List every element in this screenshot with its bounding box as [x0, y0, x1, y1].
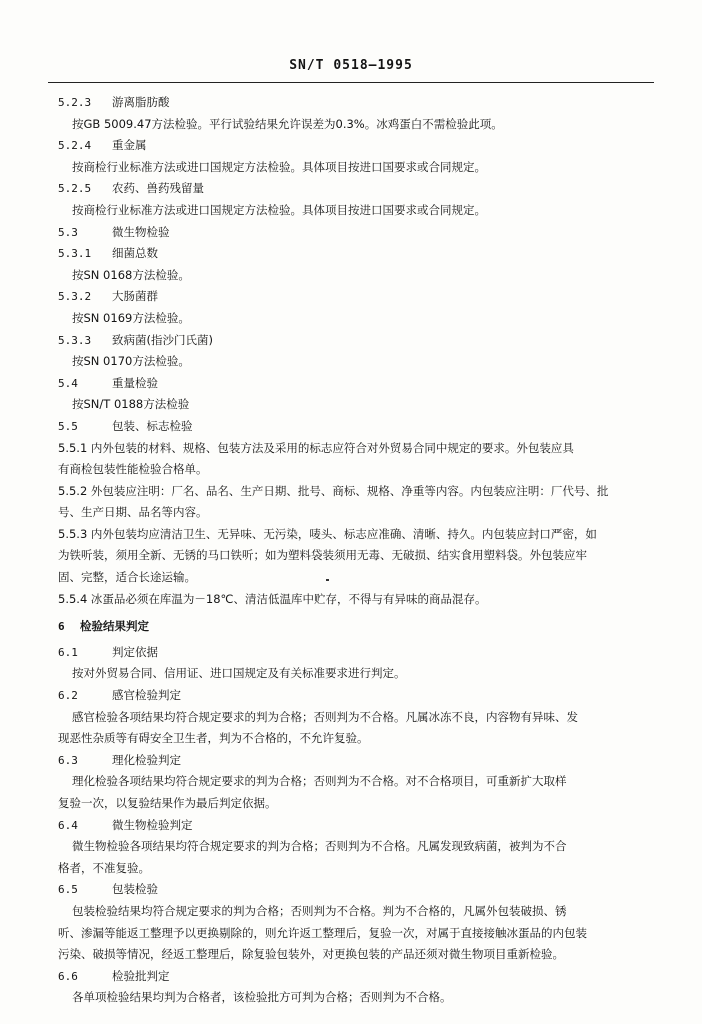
section-heading: [58, 685, 650, 707]
section-number: 5.4: [58, 376, 78, 390]
scan-speck: [326, 579, 329, 581]
section-title: 重金属: [112, 138, 147, 153]
section-number: 5.3: [58, 225, 78, 239]
section-number: 6.4: [58, 818, 78, 832]
section-title: 微生物检验判定: [112, 817, 193, 832]
paragraph-line: 按SN 0168方法检验。: [72, 267, 190, 282]
section-heading: [58, 92, 650, 114]
section-number: 5.3.3: [58, 333, 92, 347]
section-heading: [58, 416, 650, 438]
section-heading: [58, 243, 650, 265]
chapter-heading: [58, 616, 650, 638]
paragraph-line: 微生物检验各项结果均符合规定要求的判为合格；否则判为不合格。凡属发现致病菌，被判为不合: [72, 839, 567, 854]
paragraph-line: 5.5.1 内外包装的材料、规格、包装方法及采用的标志应符合对外贸易合同中规定的要求。外包装应具: [58, 440, 574, 455]
paragraph-line: 按SN 0169方法检验。: [72, 310, 190, 325]
paragraph-line: 按SN/T 0188方法检验: [72, 397, 190, 412]
section-number: 6.3: [58, 753, 78, 767]
document-body: [58, 92, 650, 1009]
paragraph-line: 按对外贸易合同、信用证、进口国规定及有关标准要求进行判定。: [72, 666, 406, 681]
section-heading: [58, 750, 650, 772]
section-number: 5.2.5: [58, 182, 92, 196]
section-title: 检验结果判定: [80, 619, 149, 634]
paragraph-line: 按GB 5009.47方法检验。平行试验结果允许误差为0.3%。冰鸡蛋白不需检验此项。: [72, 116, 503, 131]
paragraph-line: 按SN 0170方法检验。: [72, 354, 190, 369]
section-number: 6.6: [58, 969, 78, 983]
section-heading: [58, 373, 650, 395]
paragraph-line: 各单项检验结果均判为合格者，该检验批方可判为合格；否则判为不合格。: [72, 990, 452, 1005]
section-heading: [58, 135, 650, 157]
section-heading: [58, 642, 650, 664]
section-heading: [58, 222, 650, 244]
paragraph-line: 有商检包装性能检验合格单。: [58, 462, 208, 477]
section-title: 游离脂肪酸: [112, 95, 170, 109]
section-heading: [58, 879, 650, 901]
paragraph-line: 号、生产日期、品名等内容。: [58, 505, 208, 520]
section-number: 6.2: [58, 689, 78, 703]
paragraph-line: 听、渗漏等能返工整理予以更换剔除的，则允许返工整理后，复验一次，对属于直接接触冰蛋品的内包装: [58, 925, 587, 940]
paragraph-line: 感官检验各项结果均符合规定要求的判为合格；否则判为不合格。凡属冰冻不良，内容物有异味、发: [72, 709, 578, 724]
section-title: 农药、兽药残留量: [112, 181, 204, 196]
section-heading: [58, 330, 650, 352]
section-number: 5.2.3: [58, 96, 92, 109]
paragraph-line: 5.5.3 内外包装均应清洁卫生、无异味、无污染，唛头、标志应准确、清晰、持久。内包装应封口严密，如: [58, 526, 597, 541]
section-title: 感官检验判定: [112, 688, 181, 703]
section-title: 包装、标志检验: [112, 418, 193, 433]
section-heading: [58, 815, 650, 837]
section-heading: [58, 966, 650, 988]
paragraph-line: 5.5.2 外包装应注明：厂名、品名、生产日期、批号、商标、规格、净重等内容。内包装应注明：厂代号、批: [58, 483, 609, 498]
paragraph-line: 理化检验各项结果均符合规定要求的判为合格；否则判为不合格。对不合格项目，可重新扩大取样: [72, 774, 567, 789]
paragraph-line: 复验一次，以复验结果作为最后判定依据。: [58, 796, 277, 810]
section-number: 5.2.4: [58, 139, 92, 153]
paragraph-line: 格者，不准复验。: [58, 860, 150, 875]
section-number: 6: [58, 620, 65, 634]
standard-number-header: SN/T 0518—1995: [289, 58, 413, 73]
paragraph-line: 现恶性杂质等有碍安全卫生者，判为不合格的，不允许复验。: [58, 731, 369, 746]
paragraph-line: 按商检行业标准方法或进口国规定方法检验。具体项目按进口国要求或合同规定。: [72, 202, 486, 217]
section-title: 判定依据: [112, 644, 158, 659]
section-title: 检验批判定: [112, 968, 170, 983]
section-title: 细菌总数: [112, 246, 158, 261]
paragraph-line: 包装检验结果均符合规定要求的判为合格；否则判为不合格。判为不合格的，凡属外包装破损、锈: [72, 903, 567, 918]
section-title: 大肠菌群: [112, 289, 158, 304]
section-number: 5.3.2: [58, 290, 92, 304]
section-title: 重量检验: [112, 375, 158, 390]
section-number: 6.5: [58, 883, 78, 897]
section-heading: [58, 286, 650, 308]
section-title: 包装检验: [112, 882, 158, 897]
paragraph-line: 为铁听装，须用全新、无锈的马口铁听；如为塑料袋装须用无毒、无破损、结实食用塑料袋。外包装应牢: [58, 548, 587, 563]
section-number: 5.3.1: [58, 247, 92, 261]
paragraph-line: 按商检行业标准方法或进口国规定方法检验。具体项目按进口国要求或合同规定。: [72, 159, 486, 174]
section-number: 5.5: [58, 419, 78, 433]
paragraph-line: 污染、破损等情况，经返工整理后，除复验包装外，对更换包装的产品还须对微生物项目重新检验。: [58, 947, 564, 962]
section-title: 理化检验判定: [112, 752, 181, 767]
section-heading: [58, 178, 650, 200]
section-number: 6.1: [58, 645, 78, 659]
paragraph-line: 固、完整，适合长途运输。: [58, 570, 196, 585]
section-title: 微生物检验: [112, 224, 170, 239]
paragraph-line: 5.5.4 冰蛋品必须在库温为－18℃、清洁低温库中贮存，不得与有异味的商品混存。: [58, 591, 487, 606]
section-title: 致病菌(指沙门氏菌): [112, 332, 213, 347]
header-rule: [48, 82, 654, 83]
